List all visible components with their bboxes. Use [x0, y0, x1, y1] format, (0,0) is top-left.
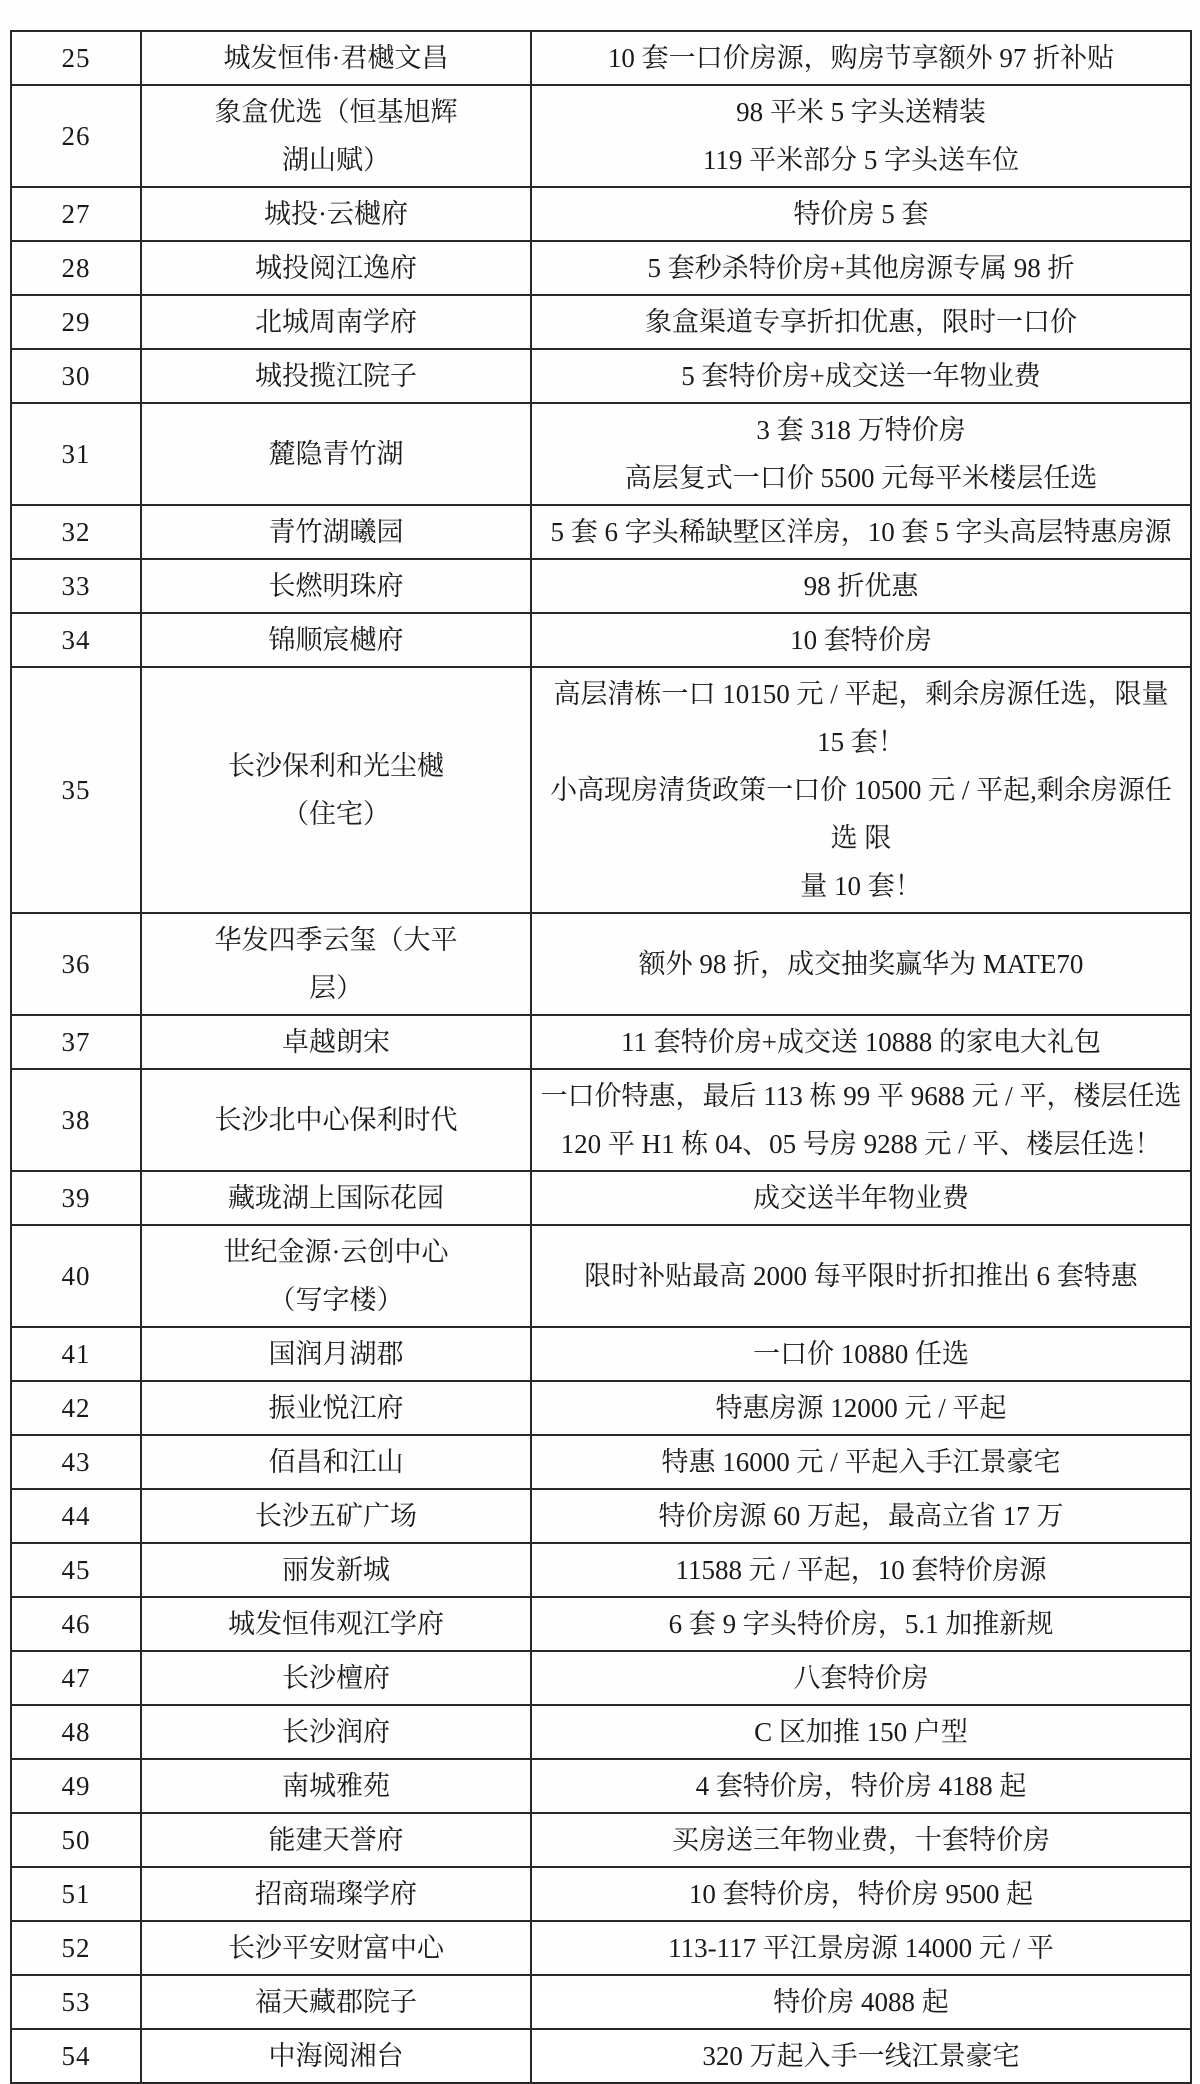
promotion-line: 3 套 318 万特价房	[756, 415, 966, 445]
project-name-line: 振业悦江府	[268, 1393, 404, 1423]
promotion-line: 高层复式一口价 5500 元每平米楼层任选	[624, 463, 1098, 493]
table-row	[11, 1381, 1191, 1435]
promotion-line: 限时补贴最高 2000 每平限时折扣推出 6 套特惠	[584, 1261, 1138, 1291]
project-name-line: 青竹湖曦园	[268, 517, 404, 547]
row-number-cell: 50	[11, 1813, 141, 1867]
promotion-line: 象盒渠道专享折扣优惠，限时一口价	[645, 307, 1077, 337]
table-row	[11, 1705, 1191, 1759]
row-number-cell: 36	[11, 913, 141, 1015]
table-row	[11, 1171, 1191, 1225]
promotion-line: 额外 98 折，成交抽奖赢华为 MATE70	[638, 949, 1084, 979]
promotion-cell	[531, 1435, 1191, 1489]
table-row	[11, 1225, 1191, 1327]
promotion-line: 11588 元 / 平起，10 套特价房源	[675, 1555, 1047, 1585]
row-number-cell: 45	[11, 1543, 141, 1597]
promotion-cell	[531, 1327, 1191, 1381]
promotion-cell	[531, 31, 1191, 85]
project-name-cell	[141, 913, 531, 1015]
project-name-cell	[141, 1069, 531, 1171]
project-name-cell	[141, 85, 531, 187]
project-name-line: 城投揽江院子	[255, 361, 417, 391]
row-number-cell: 53	[11, 1975, 141, 2029]
project-name-line: （住宅）	[282, 799, 390, 829]
promotion-cell	[531, 241, 1191, 295]
row-number-cell: 34	[11, 613, 141, 667]
project-name-line: 丽发新城	[282, 1555, 390, 1585]
project-name-cell	[141, 1975, 531, 2029]
project-name-line: 象盒优选（恒基旭辉	[214, 97, 458, 127]
row-number-cell: 38	[11, 1069, 141, 1171]
table-row	[11, 1069, 1191, 1171]
project-name-line: 长沙北中心保利时代	[214, 1105, 458, 1135]
table-row	[11, 613, 1191, 667]
row-number-cell: 48	[11, 1705, 141, 1759]
table-row	[11, 85, 1191, 187]
project-name-line: 长沙檀府	[282, 1663, 390, 1693]
row-number-cell: 49	[11, 1759, 141, 1813]
table-row	[11, 1921, 1191, 1975]
promotion-cell	[531, 559, 1191, 613]
project-name-line: 世纪金源·云创中心	[223, 1237, 449, 1267]
promotion-line: 10 套特价房	[790, 625, 932, 655]
table-row	[11, 505, 1191, 559]
project-name-cell	[141, 1597, 531, 1651]
promotion-cell	[531, 1867, 1191, 1921]
promotion-cell	[531, 1171, 1191, 1225]
table-row	[11, 1327, 1191, 1381]
table-row	[11, 187, 1191, 241]
project-name-line: 长沙润府	[282, 1717, 390, 1747]
project-name-cell	[141, 1705, 531, 1759]
promotion-cell	[531, 1069, 1191, 1171]
promotion-line: 113-117 平江景房源 14000 元 / 平	[668, 1933, 1054, 1963]
project-name-cell	[141, 1651, 531, 1705]
promotion-cell	[531, 2029, 1191, 2083]
promotion-line: 11 套特价房+成交送 10888 的家电大礼包	[621, 1027, 1101, 1057]
promotion-line: 10 套特价房，特价房 9500 起	[688, 1879, 1034, 1909]
project-name-cell	[141, 613, 531, 667]
promotion-line: 5 套特价房+成交送一年物业费	[681, 361, 1041, 391]
row-number-cell: 30	[11, 349, 141, 403]
promotion-cell	[531, 1651, 1191, 1705]
table-row	[11, 1435, 1191, 1489]
promotion-line: 10 套一口价房源，购房节享额外 97 折补贴	[607, 43, 1115, 73]
project-name-cell	[141, 1381, 531, 1435]
promotion-cell	[531, 1705, 1191, 1759]
promotion-line: 98 平米 5 字头送精装	[736, 97, 986, 127]
project-name-cell	[141, 2029, 531, 2083]
table-row	[11, 241, 1191, 295]
table-row	[11, 1867, 1191, 1921]
project-name-line: （写字楼）	[268, 1285, 404, 1315]
project-name-line: 佰昌和江山	[268, 1447, 404, 1477]
table-row	[11, 349, 1191, 403]
promotion-line: 买房送三年物业费，十套特价房	[672, 1825, 1050, 1855]
promotion-line: 6 套 9 字头特价房，5.1 加推新规	[668, 1609, 1054, 1639]
promotion-cell	[531, 1759, 1191, 1813]
table-row	[11, 1015, 1191, 1069]
project-name-line: 招商瑞璨学府	[255, 1879, 417, 1909]
table-row	[11, 1975, 1191, 2029]
project-name-line: 南城雅苑	[282, 1771, 390, 1801]
project-name-line: 锦顺宸樾府	[268, 625, 404, 655]
project-name-cell	[141, 1867, 531, 1921]
promotion-line: 4 套特价房，特价房 4188 起	[695, 1771, 1027, 1801]
table-row	[11, 913, 1191, 1015]
table-row	[11, 1813, 1191, 1867]
promotion-line: 小高现房清货政策一口价 10500 元 / 平起,剩余房源任选 限	[550, 775, 1172, 853]
promotion-line: 一口价特惠，最后 113 栋 99 平 9688 元 / 平，楼层任选	[540, 1081, 1182, 1111]
row-number-cell: 35	[11, 667, 141, 913]
promotion-line: 320 万起入手一线江景豪宅	[702, 2041, 1020, 2071]
project-name-line: 中海阅湘台	[268, 2041, 404, 2071]
project-name-cell	[141, 1015, 531, 1069]
project-name-line: 国润月湖郡	[268, 1339, 404, 1369]
promotion-line: 特惠房源 12000 元 / 平起	[715, 1393, 1007, 1423]
promotion-cell	[531, 1381, 1191, 1435]
promotion-cell	[531, 403, 1191, 505]
promotion-cell	[531, 1921, 1191, 1975]
row-number-cell: 32	[11, 505, 141, 559]
row-number-cell: 44	[11, 1489, 141, 1543]
row-number-cell: 27	[11, 187, 141, 241]
promotion-cell	[531, 85, 1191, 187]
promotion-cell	[531, 1597, 1191, 1651]
row-number-cell: 46	[11, 1597, 141, 1651]
row-number-cell: 47	[11, 1651, 141, 1705]
project-name-line: 长沙平安财富中心	[228, 1933, 444, 1963]
row-number-cell: 52	[11, 1921, 141, 1975]
promotion-cell	[531, 1813, 1191, 1867]
project-name-line: 城投阅江逸府	[255, 253, 417, 283]
project-name-line: 福天藏郡院子	[255, 1987, 417, 2017]
project-name-cell	[141, 1435, 531, 1489]
project-name-cell	[141, 1327, 531, 1381]
row-number-cell: 31	[11, 403, 141, 505]
promotions-table	[10, 30, 1192, 2084]
project-name-cell	[141, 241, 531, 295]
project-name-line: 长燃明珠府	[268, 571, 404, 601]
table-row	[11, 295, 1191, 349]
promotion-line: C 区加推 150 户型	[754, 1717, 968, 1747]
table-row	[11, 1651, 1191, 1705]
project-name-line: 层）	[309, 973, 363, 1003]
promotion-cell	[531, 913, 1191, 1015]
project-name-cell	[141, 1489, 531, 1543]
project-name-cell	[141, 31, 531, 85]
promotion-line: 成交送半年物业费	[753, 1183, 969, 1213]
promotion-line: 八套特价房	[793, 1663, 929, 1693]
row-number-cell: 25	[11, 31, 141, 85]
project-name-line: 华发四季云玺（大平	[214, 925, 458, 955]
promotion-line: 量 10 套！	[800, 871, 922, 901]
promotion-cell	[531, 613, 1191, 667]
project-name-cell	[141, 295, 531, 349]
table-row	[11, 667, 1191, 913]
promotion-cell	[531, 349, 1191, 403]
row-number-cell: 51	[11, 1867, 141, 1921]
project-name-cell	[141, 1759, 531, 1813]
project-name-cell	[141, 403, 531, 505]
project-name-line: 城发恒伟观江学府	[228, 1609, 444, 1639]
project-name-cell	[141, 1921, 531, 1975]
promotion-line: 98 折优惠	[803, 571, 919, 601]
table-row	[11, 31, 1191, 85]
promotion-cell	[531, 1975, 1191, 2029]
row-number-cell: 33	[11, 559, 141, 613]
project-name-cell	[141, 1543, 531, 1597]
row-number-cell: 54	[11, 2029, 141, 2083]
project-name-cell	[141, 1225, 531, 1327]
promotion-line: 特惠 16000 元 / 平起入手江景豪宅	[661, 1447, 1061, 1477]
project-name-line: 卓越朗宋	[282, 1027, 390, 1057]
table-row	[11, 1597, 1191, 1651]
row-number-cell: 26	[11, 85, 141, 187]
table-row	[11, 1489, 1191, 1543]
project-name-cell	[141, 1171, 531, 1225]
project-name-cell	[141, 559, 531, 613]
row-number-cell: 41	[11, 1327, 141, 1381]
project-name-line: 能建天誉府	[268, 1825, 404, 1855]
promotion-cell	[531, 505, 1191, 559]
row-number-cell: 43	[11, 1435, 141, 1489]
project-name-line: 湖山赋）	[282, 145, 390, 175]
promotion-cell	[531, 187, 1191, 241]
project-name-cell	[141, 187, 531, 241]
promotion-cell	[531, 295, 1191, 349]
project-name-line: 麓隐青竹湖	[268, 439, 404, 469]
promotion-cell	[531, 667, 1191, 913]
row-number-cell: 40	[11, 1225, 141, 1327]
promotion-line: 特价房源 60 万起，最高立省 17 万	[658, 1501, 1064, 1531]
project-name-line: 城投·云樾府	[264, 199, 408, 229]
promotion-line: 5 套 6 字头稀缺墅区洋房，10 套 5 字头高层特惠房源	[550, 517, 1172, 547]
project-name-line: 长沙五矿广场	[255, 1501, 417, 1531]
table-row	[11, 1543, 1191, 1597]
project-name-line: 城发恒伟·君樾文昌	[223, 43, 449, 73]
promotion-cell	[531, 1225, 1191, 1327]
row-number-cell: 29	[11, 295, 141, 349]
project-name-cell	[141, 349, 531, 403]
project-name-line: 北城周南学府	[255, 307, 417, 337]
table-row	[11, 559, 1191, 613]
promotion-line: 高层清栋一口 10150 元 / 平起，剩余房源任选，限量 15 套！	[553, 679, 1169, 757]
promotion-line: 特价房 4088 起	[773, 1987, 949, 2017]
promotion-line: 120 平 H1 栋 04、05 号房 9288 元 / 平、楼层任选！	[560, 1129, 1162, 1159]
promotion-line: 特价房 5 套	[793, 199, 929, 229]
project-name-line: 长沙保利和光尘樾	[228, 751, 444, 781]
row-number-cell: 37	[11, 1015, 141, 1069]
promotion-line: 一口价 10880 任选	[753, 1339, 969, 1369]
row-number-cell: 28	[11, 241, 141, 295]
promotion-cell	[531, 1015, 1191, 1069]
table-row	[11, 2029, 1191, 2083]
promotion-cell	[531, 1489, 1191, 1543]
table-row	[11, 403, 1191, 505]
table-row	[11, 1759, 1191, 1813]
row-number-cell: 42	[11, 1381, 141, 1435]
project-name-cell	[141, 667, 531, 913]
row-number-cell: 39	[11, 1171, 141, 1225]
project-name-cell	[141, 505, 531, 559]
promotion-cell	[531, 1543, 1191, 1597]
promotion-line: 119 平米部分 5 字头送车位	[702, 145, 1020, 175]
project-name-cell	[141, 1813, 531, 1867]
promotions-table-body	[11, 31, 1191, 2083]
promotion-line: 5 套秒杀特价房+其他房源专属 98 折	[647, 253, 1075, 283]
project-name-line: 藏珑湖上国际花园	[228, 1183, 444, 1213]
